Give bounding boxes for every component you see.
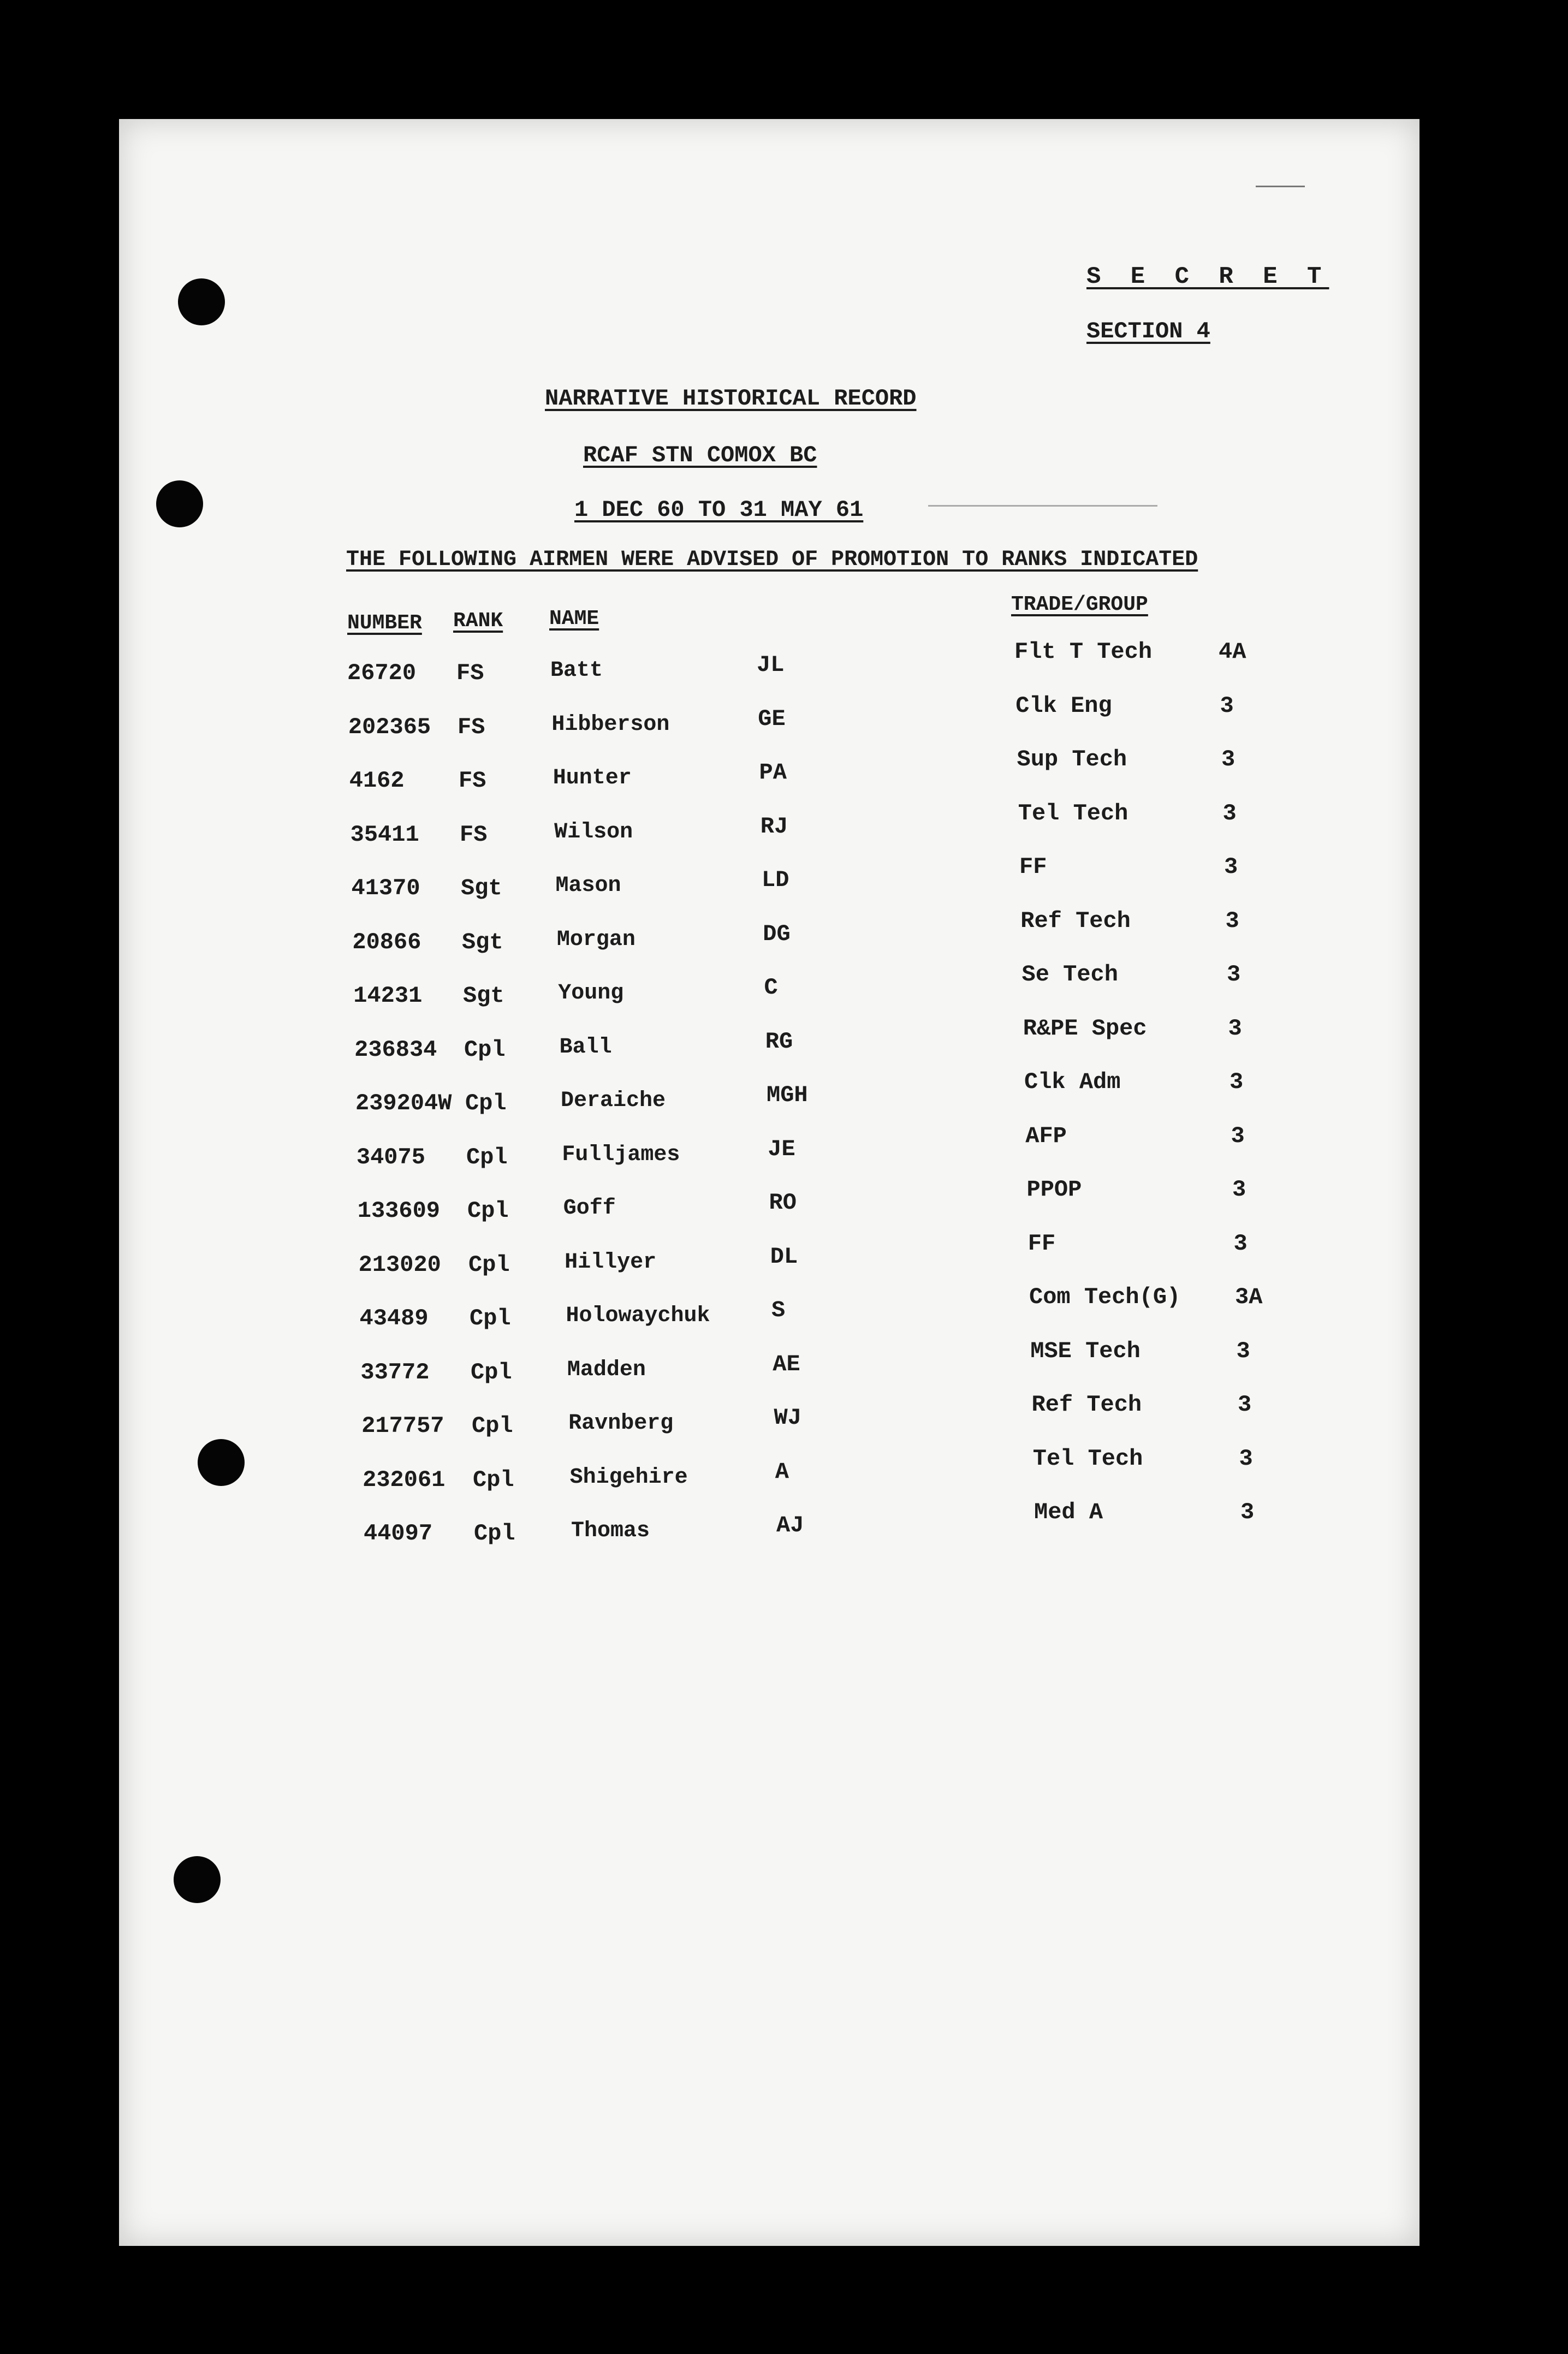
cell-trade: Com Tech(G) [1029,1284,1181,1310]
cell-number: 34075 [356,1144,425,1170]
cell-rank: FS [460,821,488,848]
column-header-trade-group: TRADE/GROUP [1011,593,1148,616]
cell-trade: PPOP [1026,1176,1082,1203]
cell-rank: Cpl [468,1251,510,1278]
cell-initials: JE [768,1136,795,1162]
cell-name: Ball [559,1035,612,1060]
cell-group: 3 [1236,1338,1250,1364]
section-label: SECTION 4 [1086,318,1210,344]
cell-trade: Ref Tech [1020,907,1131,934]
cell-number: 133609 [357,1198,440,1224]
cell-initials: WJ [774,1405,801,1431]
cell-initials: RJ [760,813,788,840]
cell-name: Mason [555,873,621,898]
cell-name: Goff [563,1196,616,1221]
cell-trade: Clk Adm [1024,1069,1121,1095]
cell-group: 3 [1238,1392,1252,1418]
cell-group: 3A [1235,1284,1263,1310]
cell-group: 3 [1222,800,1237,827]
cell-initials: DL [770,1243,798,1270]
cell-trade: Clk Eng [1015,692,1112,719]
cell-initials: AE [773,1351,800,1377]
cell-initials: PA [759,759,787,786]
cell-number: 35411 [350,821,419,848]
cell-trade: Med A [1034,1499,1103,1525]
column-header-name: NAME [549,607,599,631]
cell-number: 33772 [360,1359,430,1386]
cell-trade: MSE Tech [1030,1338,1141,1364]
cell-group: 4A [1219,639,1246,665]
cell-name: Hillyer [565,1250,657,1275]
cell-name: Hunter [553,766,632,790]
cell-name: Morgan [556,927,635,952]
cell-group: 3 [1220,692,1234,719]
cell-group: 3 [1221,746,1236,772]
cell-initials: RG [765,1028,793,1055]
cell-trade: Sup Tech [1017,746,1127,772]
cell-initials: A [775,1458,789,1485]
cell-name: Ravnberg [568,1411,674,1436]
cell-number: 239204W [355,1090,452,1116]
document-page [119,119,1419,2246]
cell-initials: GE [758,705,786,732]
cell-name: Fulljames [562,1142,680,1167]
cell-number: 43489 [359,1305,429,1331]
punch-hole [156,480,203,527]
cell-name: Shigehire [569,1465,688,1490]
cell-number: 4162 [349,768,405,794]
cell-name: Wilson [554,819,633,845]
cell-initials: MGH [767,1082,808,1108]
cell-trade: AFP [1025,1122,1067,1149]
scan-mark [928,505,1157,507]
punch-hole [174,1856,221,1903]
cell-group: 3 [1228,1015,1242,1042]
cell-trade: Ref Tech [1031,1392,1142,1418]
cell-name: Holowaychuk [566,1304,710,1328]
scan-mark [1256,186,1305,187]
cell-rank: Cpl [467,1198,509,1224]
cell-number: 202365 [348,714,431,740]
cell-group: 3 [1230,1069,1244,1095]
cell-rank: Cpl [474,1520,515,1547]
cell-trade: Se Tech [1021,961,1118,988]
cell-rank: FS [459,768,486,794]
cell-number: 213020 [358,1251,441,1278]
cell-rank: Cpl [472,1413,513,1439]
cell-number: 20866 [352,929,421,955]
cell-trade: R&PE Spec [1023,1015,1147,1042]
cell-initials: S [771,1297,786,1323]
cell-number: 41370 [351,875,420,901]
cell-number: 236834 [354,1036,437,1063]
cell-rank: Cpl [470,1305,511,1331]
cell-group: 3 [1231,1122,1245,1149]
cell-initials: C [764,974,778,1001]
cell-number: 44097 [364,1520,433,1547]
station-title: RCAF STN COMOX BC [583,442,817,468]
cell-group: 3 [1225,907,1239,934]
cell-number: 26720 [347,660,417,686]
punch-hole [198,1439,245,1486]
cell-group: 3 [1227,961,1241,988]
cell-trade: Tel Tech [1018,800,1129,827]
cell-rank: FS [458,714,485,740]
cell-group: 3 [1232,1176,1246,1203]
cell-rank: Cpl [466,1144,508,1170]
cell-group: 3 [1239,1445,1253,1472]
punch-hole [178,278,225,325]
cell-initials: JL [757,652,785,678]
cell-rank: Cpl [464,1036,506,1063]
cell-rank: Cpl [471,1359,512,1386]
period-title: 1 DEC 60 TO 31 MAY 61 [574,497,864,523]
cell-number: 217757 [361,1413,444,1439]
column-header-rank: RANK [453,609,503,633]
cell-group: 3 [1240,1499,1255,1525]
cell-group: 3 [1233,1230,1248,1257]
cell-group: 3 [1224,854,1238,880]
column-header-number: NUMBER [347,611,422,635]
cell-trade: Flt T Tech [1014,639,1153,665]
cell-name: Batt [550,658,603,683]
cell-initials: RO [769,1190,797,1216]
cell-name: Young [558,981,624,1006]
cell-name: Deraiche [561,1089,666,1113]
cell-rank: Cpl [473,1466,514,1493]
cell-name: Hibberson [551,712,670,737]
intro-statement: THE FOLLOWING AIRMEN WERE ADVISED OF PROMOTION TO RANKS INDICATED [346,548,1198,572]
classification-marking: S E C R E T [1086,263,1329,290]
cell-rank: Sgt [463,983,504,1009]
cell-initials: LD [762,867,789,893]
cell-number: 14231 [353,983,423,1009]
cell-trade: Tel Tech [1032,1445,1143,1472]
cell-rank: Cpl [465,1090,507,1116]
cell-trade: FF [1027,1230,1056,1257]
cell-rank: Sgt [462,929,503,955]
cell-rank: FS [456,660,484,686]
cell-initials: AJ [776,1512,804,1538]
cell-rank: Sgt [461,875,502,901]
cell-name: Thomas [571,1519,650,1543]
cell-name: Madden [567,1357,646,1382]
cell-trade: FF [1019,854,1047,880]
cell-initials: DG [763,920,791,947]
cell-number: 232061 [363,1466,446,1493]
document-title: NARRATIVE HISTORICAL RECORD [545,385,917,412]
